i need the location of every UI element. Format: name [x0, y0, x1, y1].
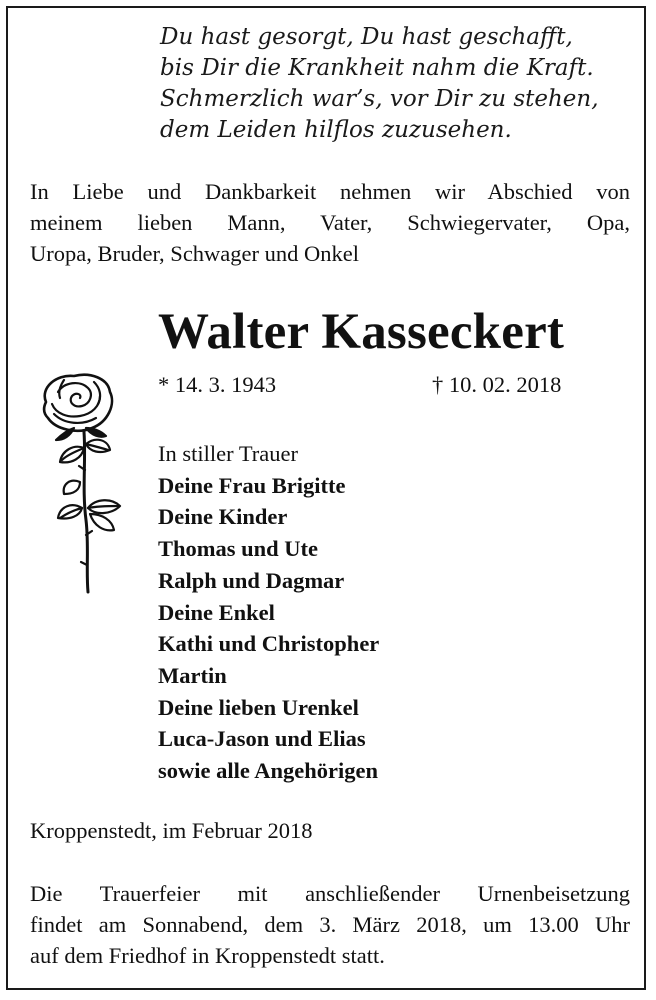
- mourner-entry: Thomas und Ute: [158, 536, 319, 562]
- service-line: Die Trauerfeier mit anschließender Urnenbeisetzung: [30, 881, 630, 906]
- deceased-name: Walter Kasseckert: [158, 304, 565, 360]
- place-date: Kroppenstedt, im Februar 2018: [30, 818, 313, 843]
- mourner-entry: Ralph und Dagmar: [158, 567, 345, 593]
- death-date: † 10. 02. 2018: [432, 372, 562, 397]
- service-line: findet am Sonnabend, dem 3. März 2018, um 13.00 Uhr: [30, 912, 630, 937]
- poem-line: Du hast gesorgt, Du hast geschafft,: [160, 24, 573, 50]
- intro-line: meinem lieben Mann, Vater, Schwiegervater, Opa,: [30, 210, 630, 235]
- mourner-entry: Deine Frau Brigitte: [158, 472, 346, 498]
- rose-icon: [34, 370, 134, 598]
- mourner-entry: Deine lieben Urenkel: [158, 694, 359, 720]
- service-line: auf dem Friedhof in Kroppenstedt statt.: [30, 943, 385, 968]
- mourner-entry: sowie alle Angehörigen: [158, 758, 378, 784]
- intro-text: [30, 176, 630, 269]
- intro-line: In Liebe und Dankbarkeit nehmen wir Abschied von: [30, 179, 630, 204]
- mourner-entry: Kathi und Christopher: [158, 631, 380, 657]
- birth-date: * 14. 3. 1943: [158, 372, 277, 397]
- mourner-entry: Deine Kinder: [158, 504, 288, 530]
- poem-line: Schmerzlich war’s, vor Dir zu stehen,: [160, 86, 599, 112]
- mourners-list: [158, 438, 379, 787]
- poem: [160, 22, 630, 146]
- mourner-entry: Luca-Jason und Elias: [158, 726, 366, 752]
- intro-line: Uropa, Bruder, Schwager und Onkel: [30, 241, 360, 266]
- poem-line: bis Dir die Krankheit nahm die Kraft.: [160, 55, 594, 81]
- poem-line: dem Leiden hilflos zuzusehen.: [160, 117, 512, 143]
- mourner-entry: Deine Enkel: [158, 599, 275, 625]
- mourning-heading: In stiller Trauer: [158, 441, 298, 466]
- service-info: [30, 878, 630, 971]
- mourner-entry: Martin: [158, 662, 227, 688]
